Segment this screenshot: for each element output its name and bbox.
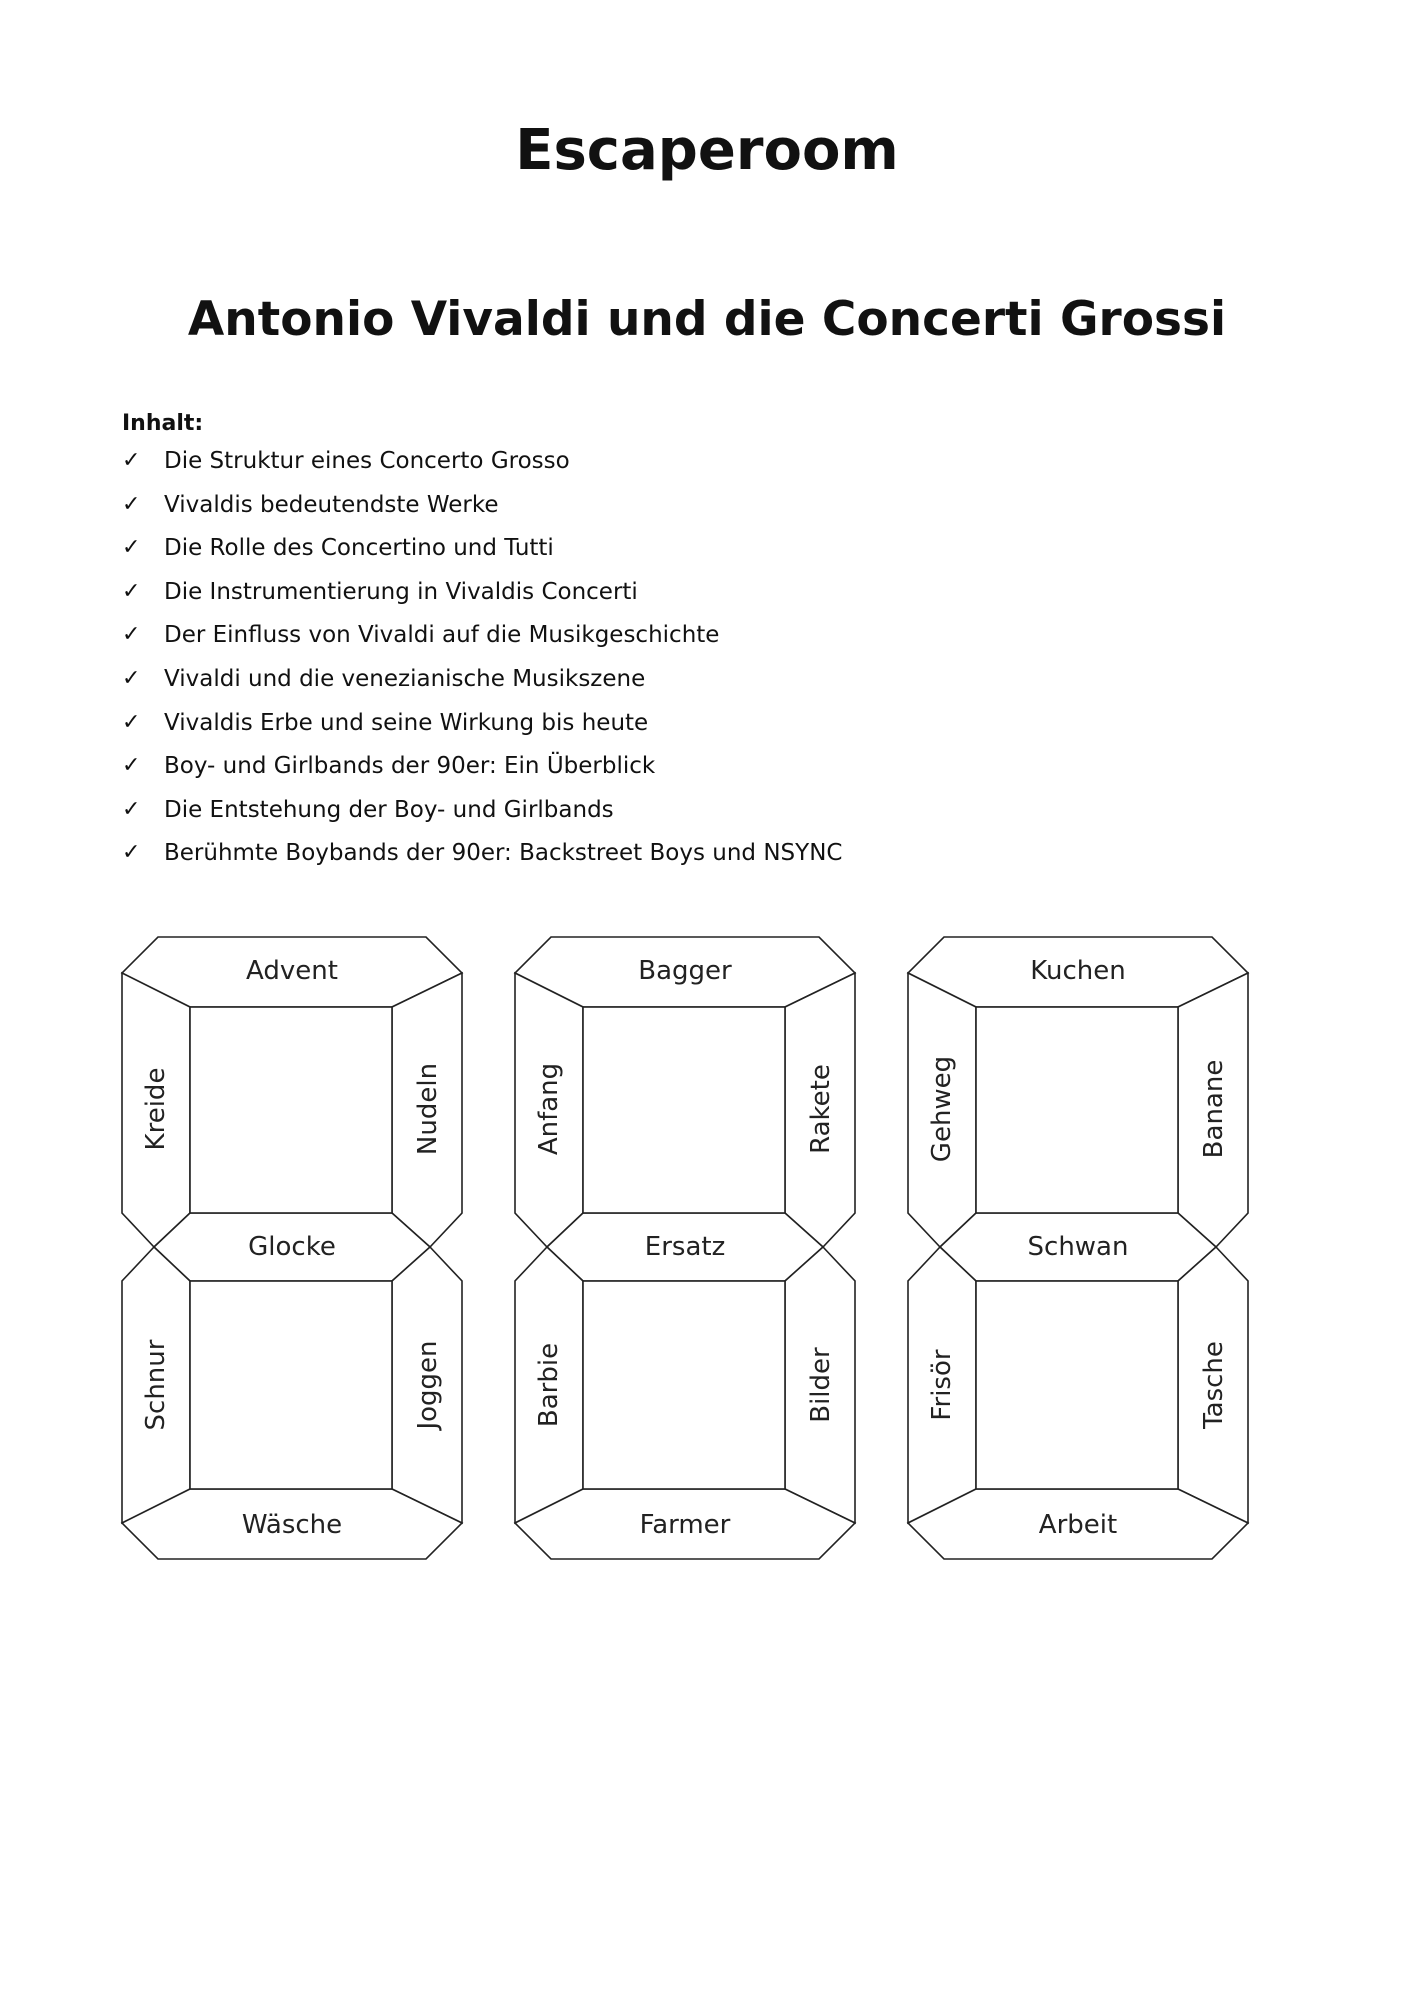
- label-lower-left: Barbie: [534, 1342, 564, 1428]
- label-middle: Schwan: [1027, 1232, 1129, 1262]
- inner-box-upper: [976, 1007, 1178, 1213]
- topic-text: Die Entstehung der Boy- und Girlbands: [164, 796, 614, 823]
- label-middle: Glocke: [248, 1232, 336, 1262]
- label-upper-right: Rakete: [806, 1064, 836, 1154]
- checkmark-icon: ✓: [122, 535, 141, 561]
- label-upper-left: Kreide: [141, 1067, 171, 1151]
- label-upper-left: Gehweg: [927, 1055, 957, 1163]
- content-label: Inhalt:: [122, 411, 204, 436]
- checkmark-icon: ✓: [122, 753, 141, 779]
- topic-text: Die Rolle des Concertino und Tutti: [164, 535, 554, 562]
- page-title: Escaperoom: [515, 118, 899, 183]
- label-upper-right: Nudeln: [413, 1062, 443, 1156]
- label-lower-right: Bilder: [806, 1347, 836, 1423]
- topic-text: Boy- und Girlbands der 90er: Ein Überblick: [164, 753, 656, 780]
- label-upper-right: Banane: [1199, 1059, 1229, 1159]
- topic-text: Der Einfluss von Vivaldi auf die Musikgeschichte: [164, 622, 720, 649]
- checkmark-icon: ✓: [122, 840, 141, 866]
- label-top: Bagger: [638, 956, 732, 986]
- topic-text: Vivaldis Erbe und seine Wirkung bis heute: [164, 709, 649, 736]
- topic-text: Die Struktur eines Concerto Grosso: [164, 448, 570, 474]
- checkmark-icon: ✓: [122, 622, 141, 648]
- checkmark-icon: ✓: [122, 448, 141, 473]
- inner-box-upper: [583, 1007, 785, 1213]
- checkmark-icon: ✓: [122, 491, 141, 517]
- topic-text: Die Instrumentierung in Vivaldis Concerti: [164, 578, 638, 605]
- topic-text: Berühmte Boybands der 90er: Backstreet Boys und NSYNC: [164, 840, 843, 867]
- inner-box-upper: [190, 1007, 392, 1213]
- checkmark-icon: ✓: [122, 709, 141, 735]
- checkmark-icon: ✓: [122, 665, 141, 691]
- inner-box-lower: [190, 1281, 392, 1489]
- checkmark-icon: ✓: [122, 578, 141, 604]
- topic-text: Vivaldis bedeutendste Werke: [164, 491, 499, 518]
- label-lower-right: Tasche: [1199, 1341, 1229, 1429]
- label-top: Kuchen: [1030, 956, 1126, 986]
- label-bottom: Wäsche: [241, 1510, 343, 1540]
- label-lower-right: Joggen: [413, 1340, 443, 1430]
- label-upper-left: Anfang: [534, 1062, 564, 1156]
- inner-box-lower: [583, 1281, 785, 1489]
- label-bottom: Arbeit: [1038, 1510, 1118, 1540]
- label-bottom: Farmer: [639, 1510, 731, 1540]
- label-lower-left: Frisör: [927, 1349, 957, 1421]
- label-top: Advent: [246, 956, 338, 986]
- label-lower-left: Schnur: [141, 1339, 171, 1431]
- topic-text: Vivaldi und die venezianische Musikszene: [164, 665, 646, 692]
- inner-box-lower: [976, 1281, 1178, 1489]
- label-middle: Ersatz: [644, 1232, 726, 1262]
- page-subtitle: Antonio Vivaldi und die Concerti Grossi: [187, 292, 1227, 347]
- checkmark-icon: ✓: [122, 796, 141, 822]
